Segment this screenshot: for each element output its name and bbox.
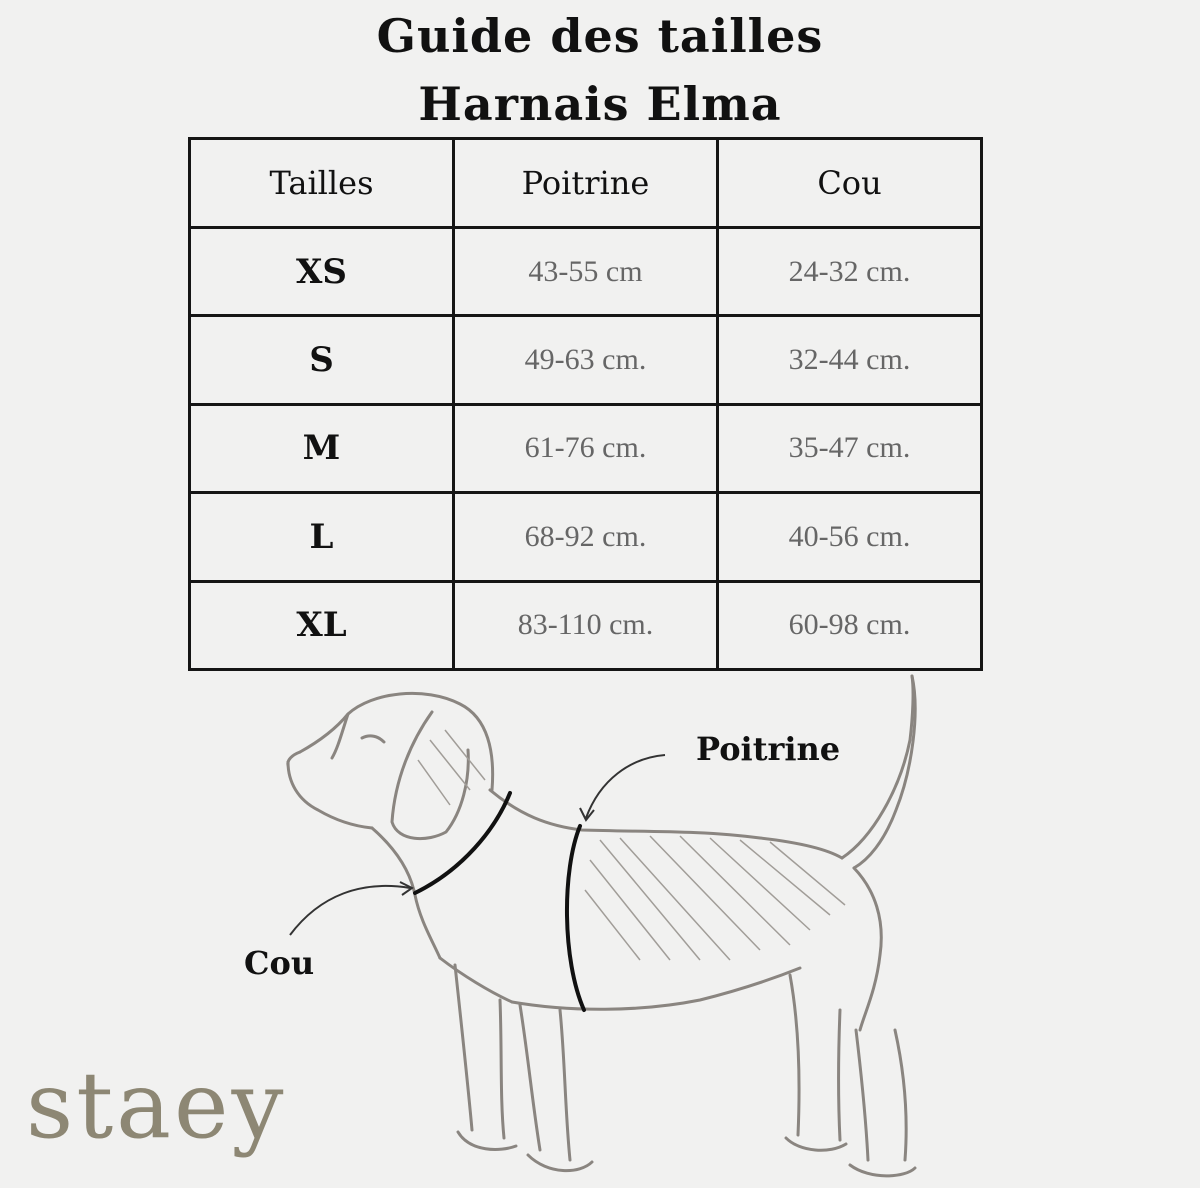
neck-measure-line	[415, 793, 510, 893]
poitrine-cell: 83-110 cm.	[454, 581, 718, 669]
poitrine-cell: 68-92 cm.	[454, 493, 718, 581]
cou-cell: 60-98 cm.	[718, 581, 982, 669]
column-header-cou: Cou	[718, 139, 982, 228]
table-row	[190, 316, 982, 404]
size-cell: S	[190, 316, 454, 404]
cou-arrowhead	[400, 882, 412, 895]
poitrine-cell: 61-76 cm.	[454, 404, 718, 492]
poitrine-label: Poitrine	[696, 730, 841, 768]
cou-cell: 32-44 cm.	[718, 316, 982, 404]
chest-measure-line	[567, 826, 584, 1010]
table-header-row	[190, 139, 982, 228]
page-title: Guide des tailles	[376, 9, 824, 63]
poitrine-arrow	[586, 755, 665, 818]
size-table	[188, 137, 983, 671]
column-header-tailles: Tailles	[190, 139, 454, 228]
size-cell: L	[190, 493, 454, 581]
size-cell: XL	[190, 581, 454, 669]
cou-cell: 40-56 cm.	[718, 493, 982, 581]
column-header-poitrine: Poitrine	[454, 139, 718, 228]
cou-cell: 35-47 cm.	[718, 404, 982, 492]
size-cell: XS	[190, 228, 454, 316]
size-cell: M	[190, 404, 454, 492]
page-subtitle: Harnais Elma	[418, 77, 782, 131]
brand-logo: staey	[26, 1052, 287, 1159]
table-row	[190, 581, 982, 669]
table-row	[190, 404, 982, 492]
cou-arrow	[290, 886, 410, 935]
poitrine-cell: 49-63 cm.	[454, 316, 718, 404]
table-row	[190, 493, 982, 581]
table-row	[190, 228, 982, 316]
cou-label: Cou	[244, 944, 315, 982]
cou-cell: 24-32 cm.	[718, 228, 982, 316]
poitrine-cell: 43-55 cm	[454, 228, 718, 316]
